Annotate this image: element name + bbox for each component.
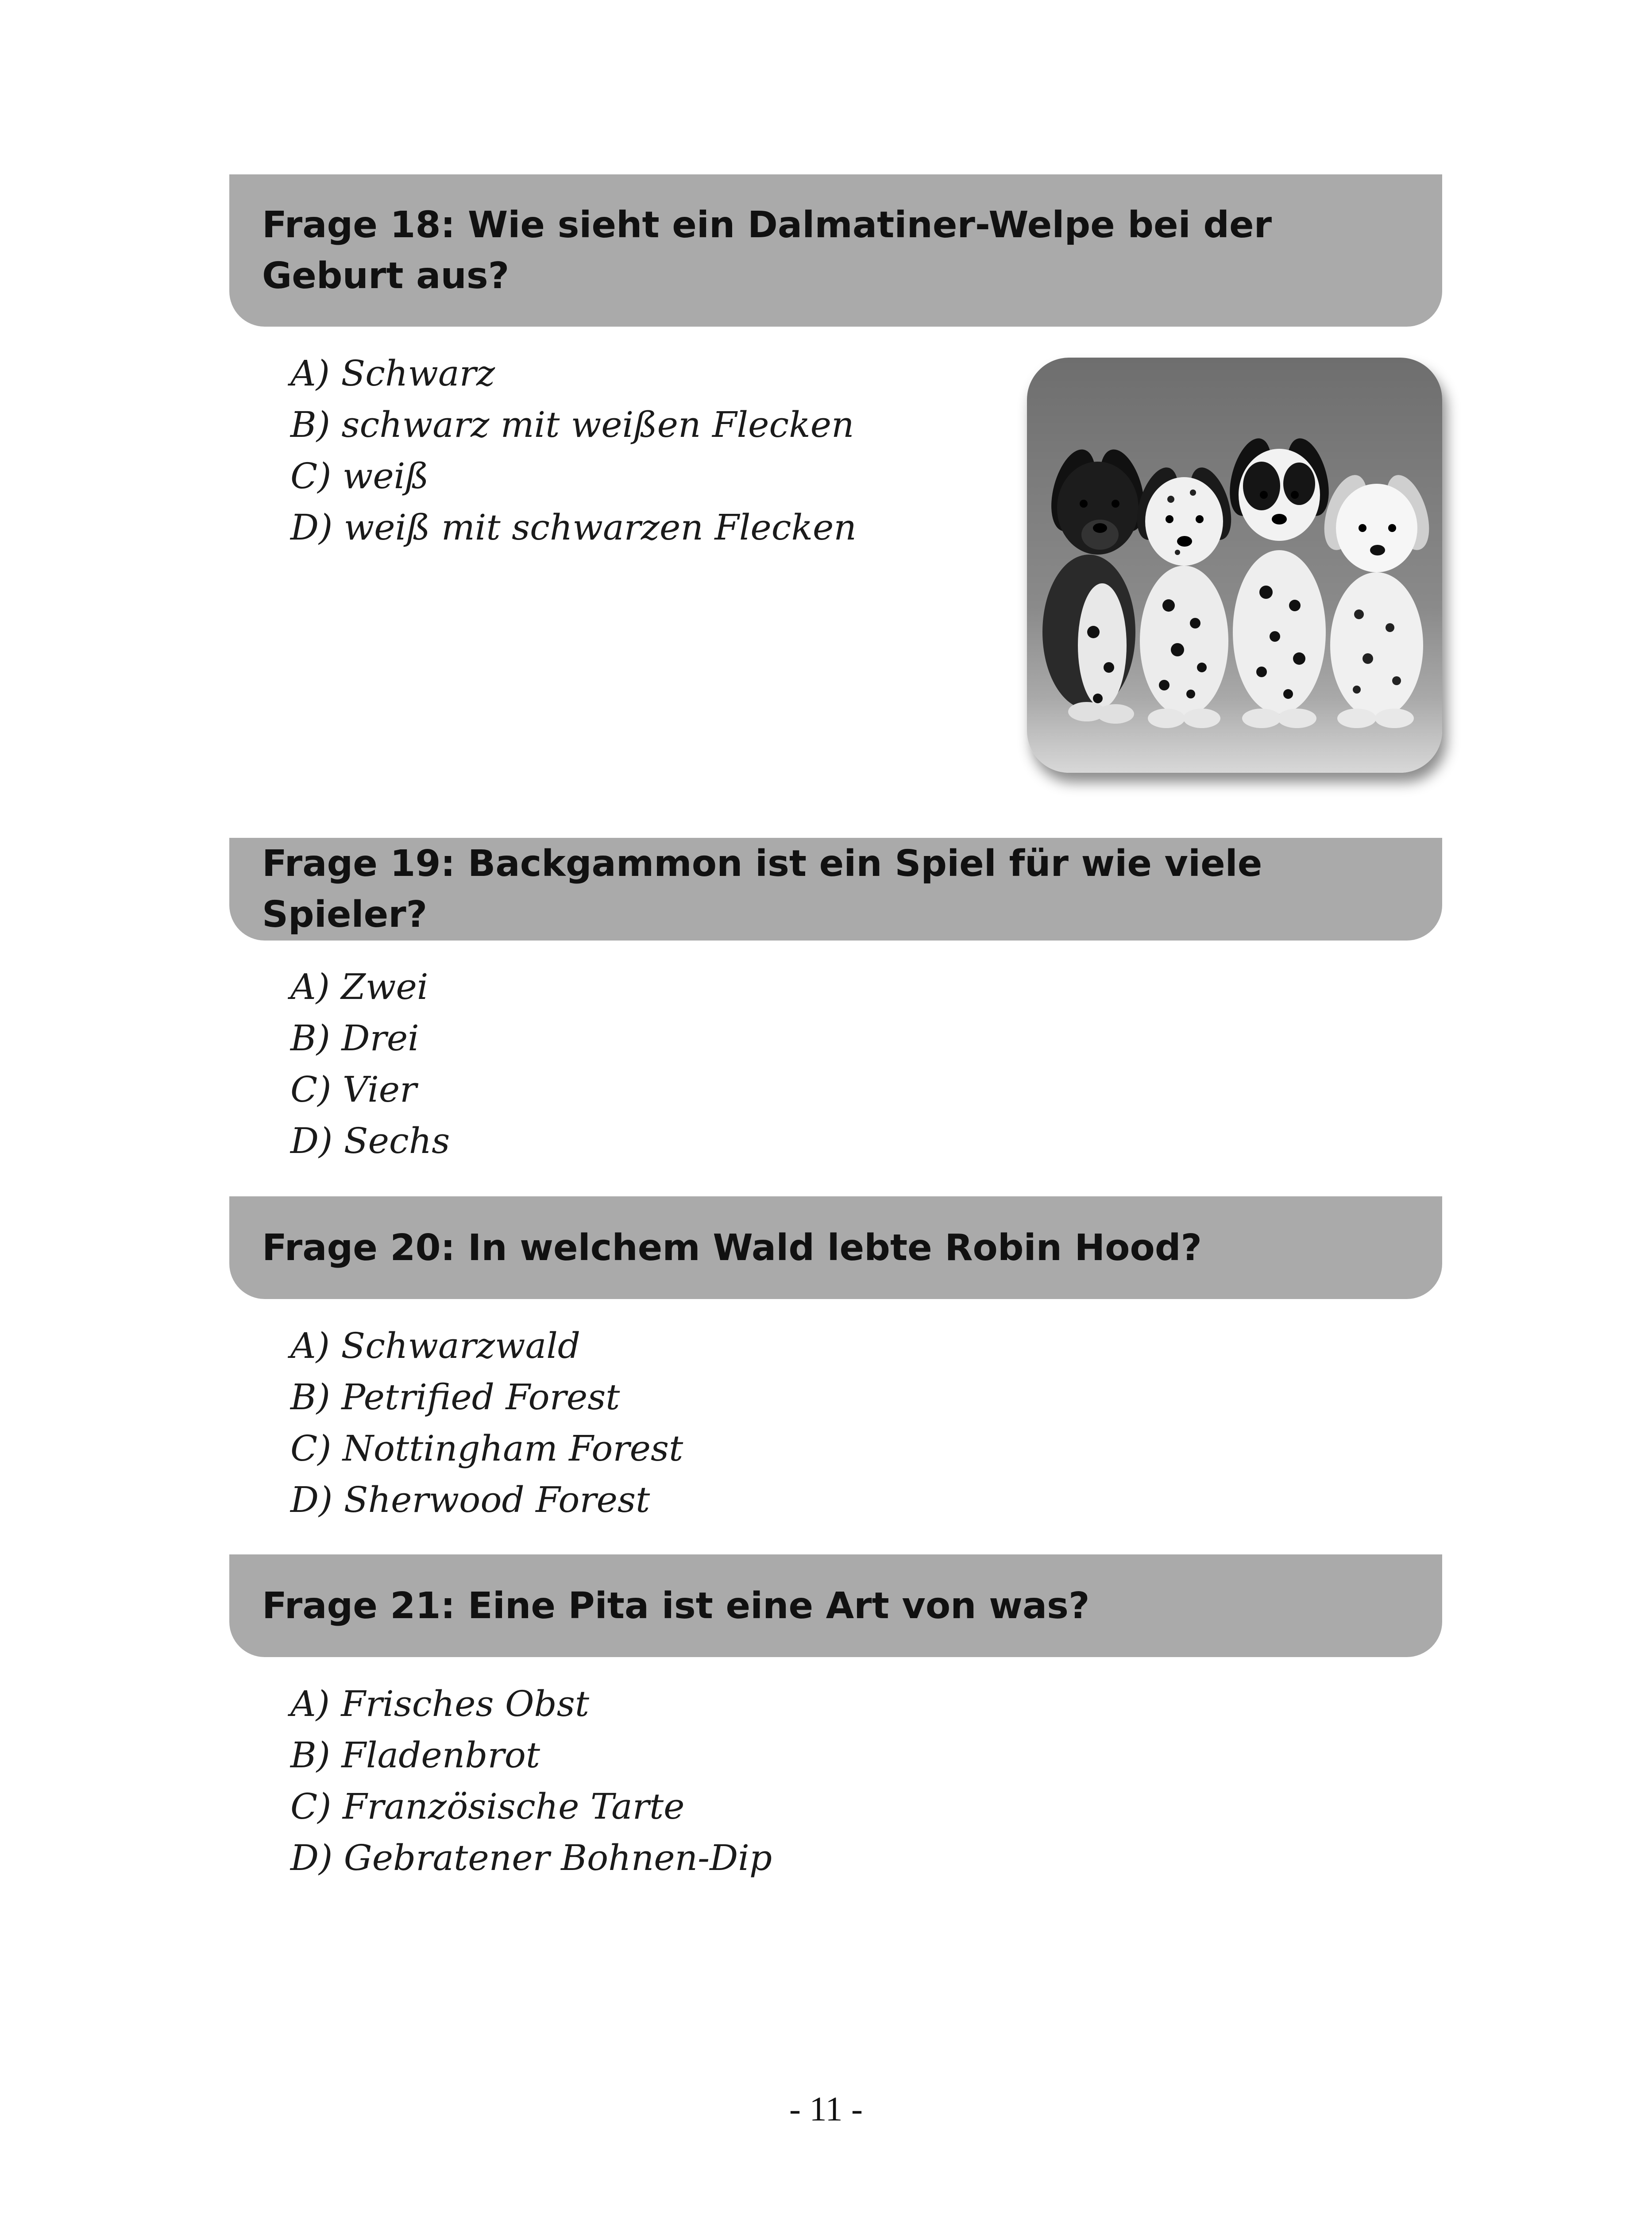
question-19-title: Frage 19: Backgammon ist ein Spiel für wie viele Spieler? xyxy=(262,843,1262,936)
answer-option: A) Zwei xyxy=(290,966,428,1007)
question-18-title: Frage 18: Wie sieht ein Dalmatiner-Welpe bei der Geburt aus? xyxy=(262,204,1272,297)
answer-option: B) Fladenbrot xyxy=(290,1735,540,1776)
answer-option: A) Schwarzwald xyxy=(290,1325,581,1366)
dalmatian-puppies-photo xyxy=(1027,358,1442,773)
answer-option: D) weiß mit schwarzen Flecken xyxy=(290,507,857,548)
question-21-title: Frage 21: Eine Pita ist eine Art von was? xyxy=(262,1585,1090,1627)
answer-option: A) Schwarz xyxy=(290,353,495,394)
question-20-header xyxy=(229,1196,1442,1299)
question-20-options xyxy=(290,1320,683,1526)
answer-option: B) schwarz mit weißen Flecken xyxy=(290,404,854,445)
question-18-header xyxy=(229,174,1442,327)
question-21-options xyxy=(290,1678,772,1884)
answer-option: A) Frisches Obst xyxy=(290,1683,589,1724)
answer-option: C) Vier xyxy=(290,1069,417,1110)
question-19-header xyxy=(229,838,1442,941)
answer-option: D) Sechs xyxy=(290,1120,450,1161)
question-19-options xyxy=(290,961,450,1167)
answer-option: B) Petrified Forest xyxy=(290,1376,620,1418)
answer-option: D) Gebratener Bohnen-Dip xyxy=(290,1837,772,1878)
page-number: - 11 - xyxy=(789,2090,863,2128)
question-20-title: Frage 20: In welchem Wald lebte Robin Hood? xyxy=(262,1226,1202,1269)
answer-option: C) Französische Tarte xyxy=(290,1786,685,1827)
question-21-header xyxy=(229,1554,1442,1657)
answer-option: D) Sherwood Forest xyxy=(290,1479,650,1520)
question-18-options xyxy=(290,348,857,553)
answer-option: C) Nottingham Forest xyxy=(290,1428,683,1469)
answer-option: B) Drei xyxy=(290,1018,419,1059)
answer-option: C) weiß xyxy=(290,455,429,497)
